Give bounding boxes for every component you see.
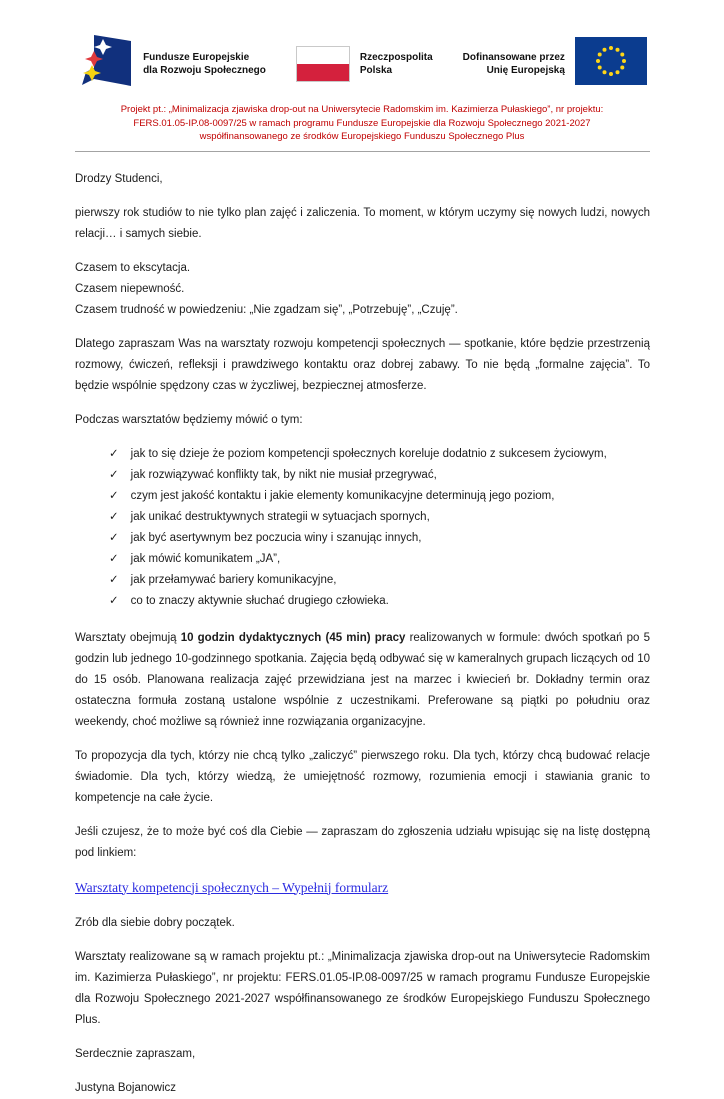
list-item — [109, 528, 650, 549]
closing-line: Serdecznie zapraszam, — [75, 1047, 196, 1060]
czasem-line: Czasem trudność w powiedzeniu: „Nie zgadzam się”, „Potrzebuję”, „Czuję”. — [75, 303, 458, 316]
paragraph-good-start: Zrób dla siebie dobry początek. — [75, 916, 235, 929]
paragraph-format-pre: Warsztaty obejmują — [75, 631, 181, 644]
logo-block-rzeczpospolita-polska — [296, 46, 433, 82]
project-note-line: FERS.01.05-IP.08-0097/25 w ramach programu Fundusze Europejskie dla Rozwoju Społecznego 2021-2027 — [133, 117, 591, 129]
list-item-text: jak to się dzieje że poziom kompetencji społecznych koreluje dodatnio z sukcesem życiowym, — [130, 447, 607, 460]
list-item — [109, 444, 650, 465]
czasem-lines — [75, 258, 650, 321]
list-item-text: jak przełamywać bariery komunikacyjne, — [130, 573, 337, 586]
list-item-text: jak rozwiązywać konflikty tak, by nikt nie musiał przegrywać, — [130, 468, 437, 481]
list-item — [109, 507, 650, 528]
paragraph-proposal: To propozycja dla tych, którzy nie chcą tylko „zaliczyć” pierwszego roku. Dla tych, którzy chcą budować relacje świadomie. Dla tych, którzy wiedzą, że umiejętność rozmowy, rozumienia emocji i stawiania granic to kompetencje na całe życie. — [75, 749, 650, 804]
project-funding-note — [0, 103, 724, 144]
funding-logos-header — [0, 0, 724, 93]
logo-block-fundusze-europejskie — [77, 34, 266, 93]
checkmark-icon: ✓ — [109, 510, 119, 523]
eu-flag-icon — [575, 37, 647, 90]
list-item-text: jak unikać destruktywnych strategii w sytuacjach spornych, — [130, 510, 430, 523]
checkmark-icon: ✓ — [109, 447, 119, 460]
paragraph-signup: Jeśli czujesz, że to może być coś dla Ciebie — zapraszam do zgłoszenia udziału wpisując się na listę dostępną pod linkiem: — [75, 825, 650, 859]
letter-body — [0, 152, 724, 1099]
list-item-text: jak być asertywnym bez poczucia winy i szanując innych, — [130, 531, 422, 544]
paragraph-project-info: Warsztaty realizowane są w ramach projektu pt.: „Minimalizacja zjawiska drop-out na Uniwersytecie Radomskim im. Kazimierza Pułaskiego”, nr projektu: FERS.01.05-IP.08-0097/25 w ramach programu Fundusze Europejskie dla Rozwoju Społecznego 2021-2027 współfinansowanego ze środków Europejskiego Funduszu Społecznego Plus. — [75, 950, 650, 1026]
project-note-line: Projekt pt.: „Minimalizacja zjawiska drop-out na Uniwersytecie Radomskim im. Kazimierza Pułaskiego”, nr projektu: — [120, 104, 604, 115]
list-item — [109, 465, 650, 486]
signature-name: Justyna Bojanowicz — [75, 1081, 176, 1094]
list-item-text: co to znaczy aktywnie słuchać drugiego człowieka. — [130, 594, 389, 607]
signup-link-line — [75, 877, 650, 900]
checkmark-icon: ✓ — [109, 468, 119, 481]
list-item — [109, 549, 650, 570]
checkmark-icon: ✓ — [109, 552, 119, 565]
checkmark-icon: ✓ — [109, 573, 119, 586]
checkmark-icon: ✓ — [109, 594, 119, 607]
eu-funding-label: Dofinansowane przez Unię Europejską — [462, 51, 565, 76]
czasem-line: Czasem niepewność. — [75, 282, 185, 295]
poland-flag-icon — [296, 46, 350, 82]
paragraph-format-bold: 10 godzin dydaktycznych (45 min) pracy — [180, 631, 406, 644]
list-item-text: czym jest jakość kontaktu i jakie elementy komunikacyjne determinują jego poziom, — [130, 489, 555, 502]
salutation: Drodzy Studenci, — [75, 172, 163, 185]
fundusze-europejskie-label: Fundusze Europejskie dla Rozwoju Społecznego — [143, 51, 266, 76]
rzeczpospolita-polska-label: Rzeczpospolita Polska — [359, 51, 433, 76]
workshop-topics-list — [75, 444, 650, 612]
list-item — [109, 486, 650, 507]
list-item-text: jak mówić komunikatem „JA”, — [130, 552, 281, 565]
list-intro: Podczas warsztatów będziemy mówić o tym: — [75, 413, 303, 426]
checkmark-icon: ✓ — [109, 489, 119, 502]
list-item — [109, 591, 650, 612]
paragraph-invitation: Dlatego zapraszam Was na warsztaty rozwoju kompetencji społecznych — spotkanie, które będzie przestrzenią rozmowy, ćwiczeń, refleksji i prawdziwego kontaktu oraz dobrej zabawy. To nie będą „formalne zajęcia”. To będzie wspólnie spędzony czas w życzliwej, bezpiecznej atmosferze. — [75, 337, 650, 392]
paragraph-format — [75, 628, 650, 733]
logo-block-eu-funding — [463, 37, 647, 90]
paragraph-format-post: realizowanych w formule: dwóch spotkań po 5 godzin lub jednego 10-godzinnego spotkania. Zajęcia będą odbywać się w kameralnych grupach liczących od 10 do 15 osób. Planowana realizacja zajęć przewidziana jest na marzec i kwiecień br. Dokładny termin oraz ostateczna formuła zostaną ustalone wspólnie z uczestnikami. Preferowane są piątki po południu oraz weekendy, choć możliwe są również inne rozwiązania organizacyjne. — [75, 631, 650, 728]
project-note-line: współfinansowanego ze środków Europejskiego Funduszu Społecznego Plus — [199, 131, 525, 142]
checkmark-icon: ✓ — [109, 531, 119, 544]
signup-form-link[interactable]: Warsztaty kompetencji społecznych – Wypełnij formularz — [75, 879, 389, 895]
fundusze-europejskie-flag-icon — [77, 34, 133, 93]
paragraph-intro: pierwszy rok studiów to nie tylko plan zajęć i zaliczenia. To moment, w którym uczymy się nowych ludzi, nowych relacji… i samych siebie. — [75, 206, 650, 240]
list-item — [109, 570, 650, 591]
czasem-line: Czasem to ekscytacja. — [75, 261, 191, 274]
